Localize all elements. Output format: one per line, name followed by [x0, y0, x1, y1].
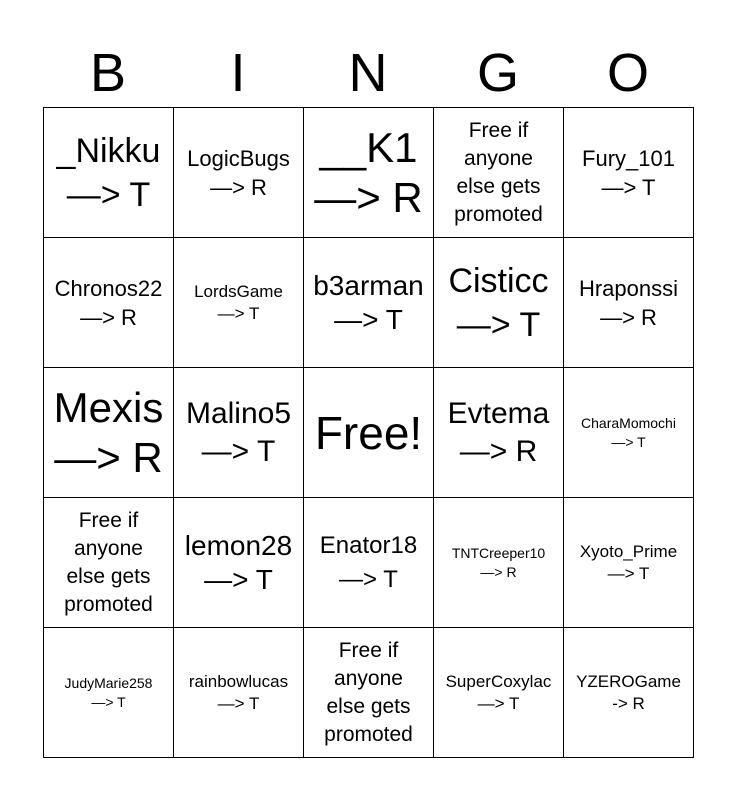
cell-text-line: —> R — [54, 433, 163, 481]
bingo-cell-r1-c1[interactable] — [44, 108, 174, 238]
cell-text-line: JudyMarie258 — [64, 674, 153, 691]
bingo-board — [43, 107, 694, 758]
bingo-cell-r2-c1[interactable] — [44, 238, 174, 368]
bingo-cell-r4-c2[interactable] — [174, 498, 304, 628]
header-letter-n: N — [348, 43, 388, 103]
cell-text-line: Free if — [78, 508, 139, 532]
cell-text-line: Cisticc — [448, 261, 549, 300]
bingo-cell-r1-c2[interactable] — [174, 108, 304, 238]
cell-text-line: —> R — [480, 563, 517, 580]
cell-text-line: —> T — [607, 563, 650, 583]
cell-text-line: —> R — [314, 173, 423, 221]
cell-text-line: —> R — [600, 304, 657, 330]
cell-text-line: __K1 — [319, 123, 418, 171]
cell-text-line: anyone — [334, 666, 403, 690]
bingo-cell-r1-c3[interactable] — [304, 108, 434, 238]
bingo-cell-r3-c5[interactable] — [564, 368, 694, 498]
cell-text-line: —> T — [611, 433, 646, 450]
header-letter-i: I — [230, 43, 246, 103]
cell-text-line: —> R — [210, 174, 267, 200]
cell-text-line: Free if — [338, 638, 399, 662]
cell-text-line: lemon28 — [184, 529, 293, 561]
cell-text-line: —> T — [217, 693, 260, 713]
bingo-cell-r4-c1[interactable] — [44, 498, 174, 628]
bingo-cell-r4-c4[interactable] — [434, 498, 564, 628]
cell-text-line: Free! — [314, 406, 423, 459]
bingo-cell-r5-c3[interactable] — [304, 628, 434, 758]
cell-text-line: Xyoto_Prime — [579, 541, 678, 561]
bingo-cell-r1-c4[interactable] — [434, 108, 564, 238]
cell-text-line: —> T — [91, 693, 126, 710]
cell-text-line: Malino5 — [185, 396, 292, 430]
bingo-cell-r2-c3[interactable] — [304, 238, 434, 368]
cell-text-line: promoted — [454, 202, 543, 226]
cell-text-line: CharaMomochi — [581, 414, 676, 431]
cell-text-line: else gets — [456, 174, 541, 198]
cell-text-line: —> R — [80, 304, 137, 330]
cell-text-line: else gets — [326, 694, 411, 718]
cell-text-line: YZEROGame — [576, 671, 681, 691]
cell-text-line: _Nikku — [56, 131, 161, 170]
cell-text-line: Chronos22 — [54, 275, 163, 301]
cell-text-line: —> T — [201, 434, 276, 468]
bingo-cell-r2-c4[interactable] — [434, 238, 564, 368]
header-letter-b: B — [89, 43, 127, 103]
cell-text-line: —> T — [477, 693, 520, 713]
cell-text-line: Hraponssi — [578, 275, 679, 301]
cell-text-line: else gets — [66, 564, 151, 588]
bingo-cell-r3-c3[interactable] — [304, 368, 434, 498]
cell-text-line: —> T — [339, 565, 398, 593]
cell-text-line: Free if — [468, 118, 529, 142]
bingo-cell-r3-c4[interactable] — [434, 368, 564, 498]
cell-text-line: b3arman — [313, 269, 424, 301]
cell-text-line: —> T — [601, 174, 656, 200]
header-letter-g: G — [476, 43, 519, 103]
cell-text-line: TNTCreeper10 — [451, 544, 546, 561]
cell-text-line: LordsGame — [194, 281, 283, 301]
bingo-cell-r5-c2[interactable] — [174, 628, 304, 758]
bingo-cell-r5-c4[interactable] — [434, 628, 564, 758]
cell-text-line: promoted — [64, 592, 153, 616]
bingo-cell-r1-c5[interactable] — [564, 108, 694, 238]
bingo-cell-r4-c3[interactable] — [304, 498, 434, 628]
cell-text-line: —> T — [66, 175, 151, 214]
cell-text-line: Mexis — [53, 383, 164, 431]
cell-text-line: —> T — [217, 303, 260, 323]
bingo-cell-r5-c1[interactable] — [44, 628, 174, 758]
cell-text-line: Enator18 — [319, 531, 418, 559]
cell-text-line: rainbowlucas — [188, 671, 289, 691]
cell-text-line: LogicBugs — [187, 145, 290, 171]
bingo-cell-r5-c5[interactable] — [564, 628, 694, 758]
cell-text-line: promoted — [324, 722, 413, 746]
bingo-cell-r3-c1[interactable] — [44, 368, 174, 498]
bingo-cell-r4-c5[interactable] — [564, 498, 694, 628]
cell-text-line: —> R — [459, 434, 538, 468]
cell-text-line: Evtema — [447, 396, 550, 430]
cell-text-line: anyone — [464, 146, 533, 170]
cell-text-line: SuperCoxylac — [445, 671, 552, 691]
cell-text-line: —> T — [334, 303, 403, 335]
cell-text-line: —> T — [204, 563, 273, 595]
cell-text-line: Fury_101 — [582, 145, 675, 171]
bingo-cell-r3-c2[interactable] — [174, 368, 304, 498]
cell-text-line: —> T — [456, 305, 541, 344]
bingo-header — [43, 40, 693, 106]
header-letter-o: O — [606, 43, 649, 103]
cell-text-line: anyone — [74, 536, 143, 560]
bingo-cell-r2-c5[interactable] — [564, 238, 694, 368]
bingo-cell-r2-c2[interactable] — [174, 238, 304, 368]
cell-text-line: -> R — [612, 693, 645, 713]
